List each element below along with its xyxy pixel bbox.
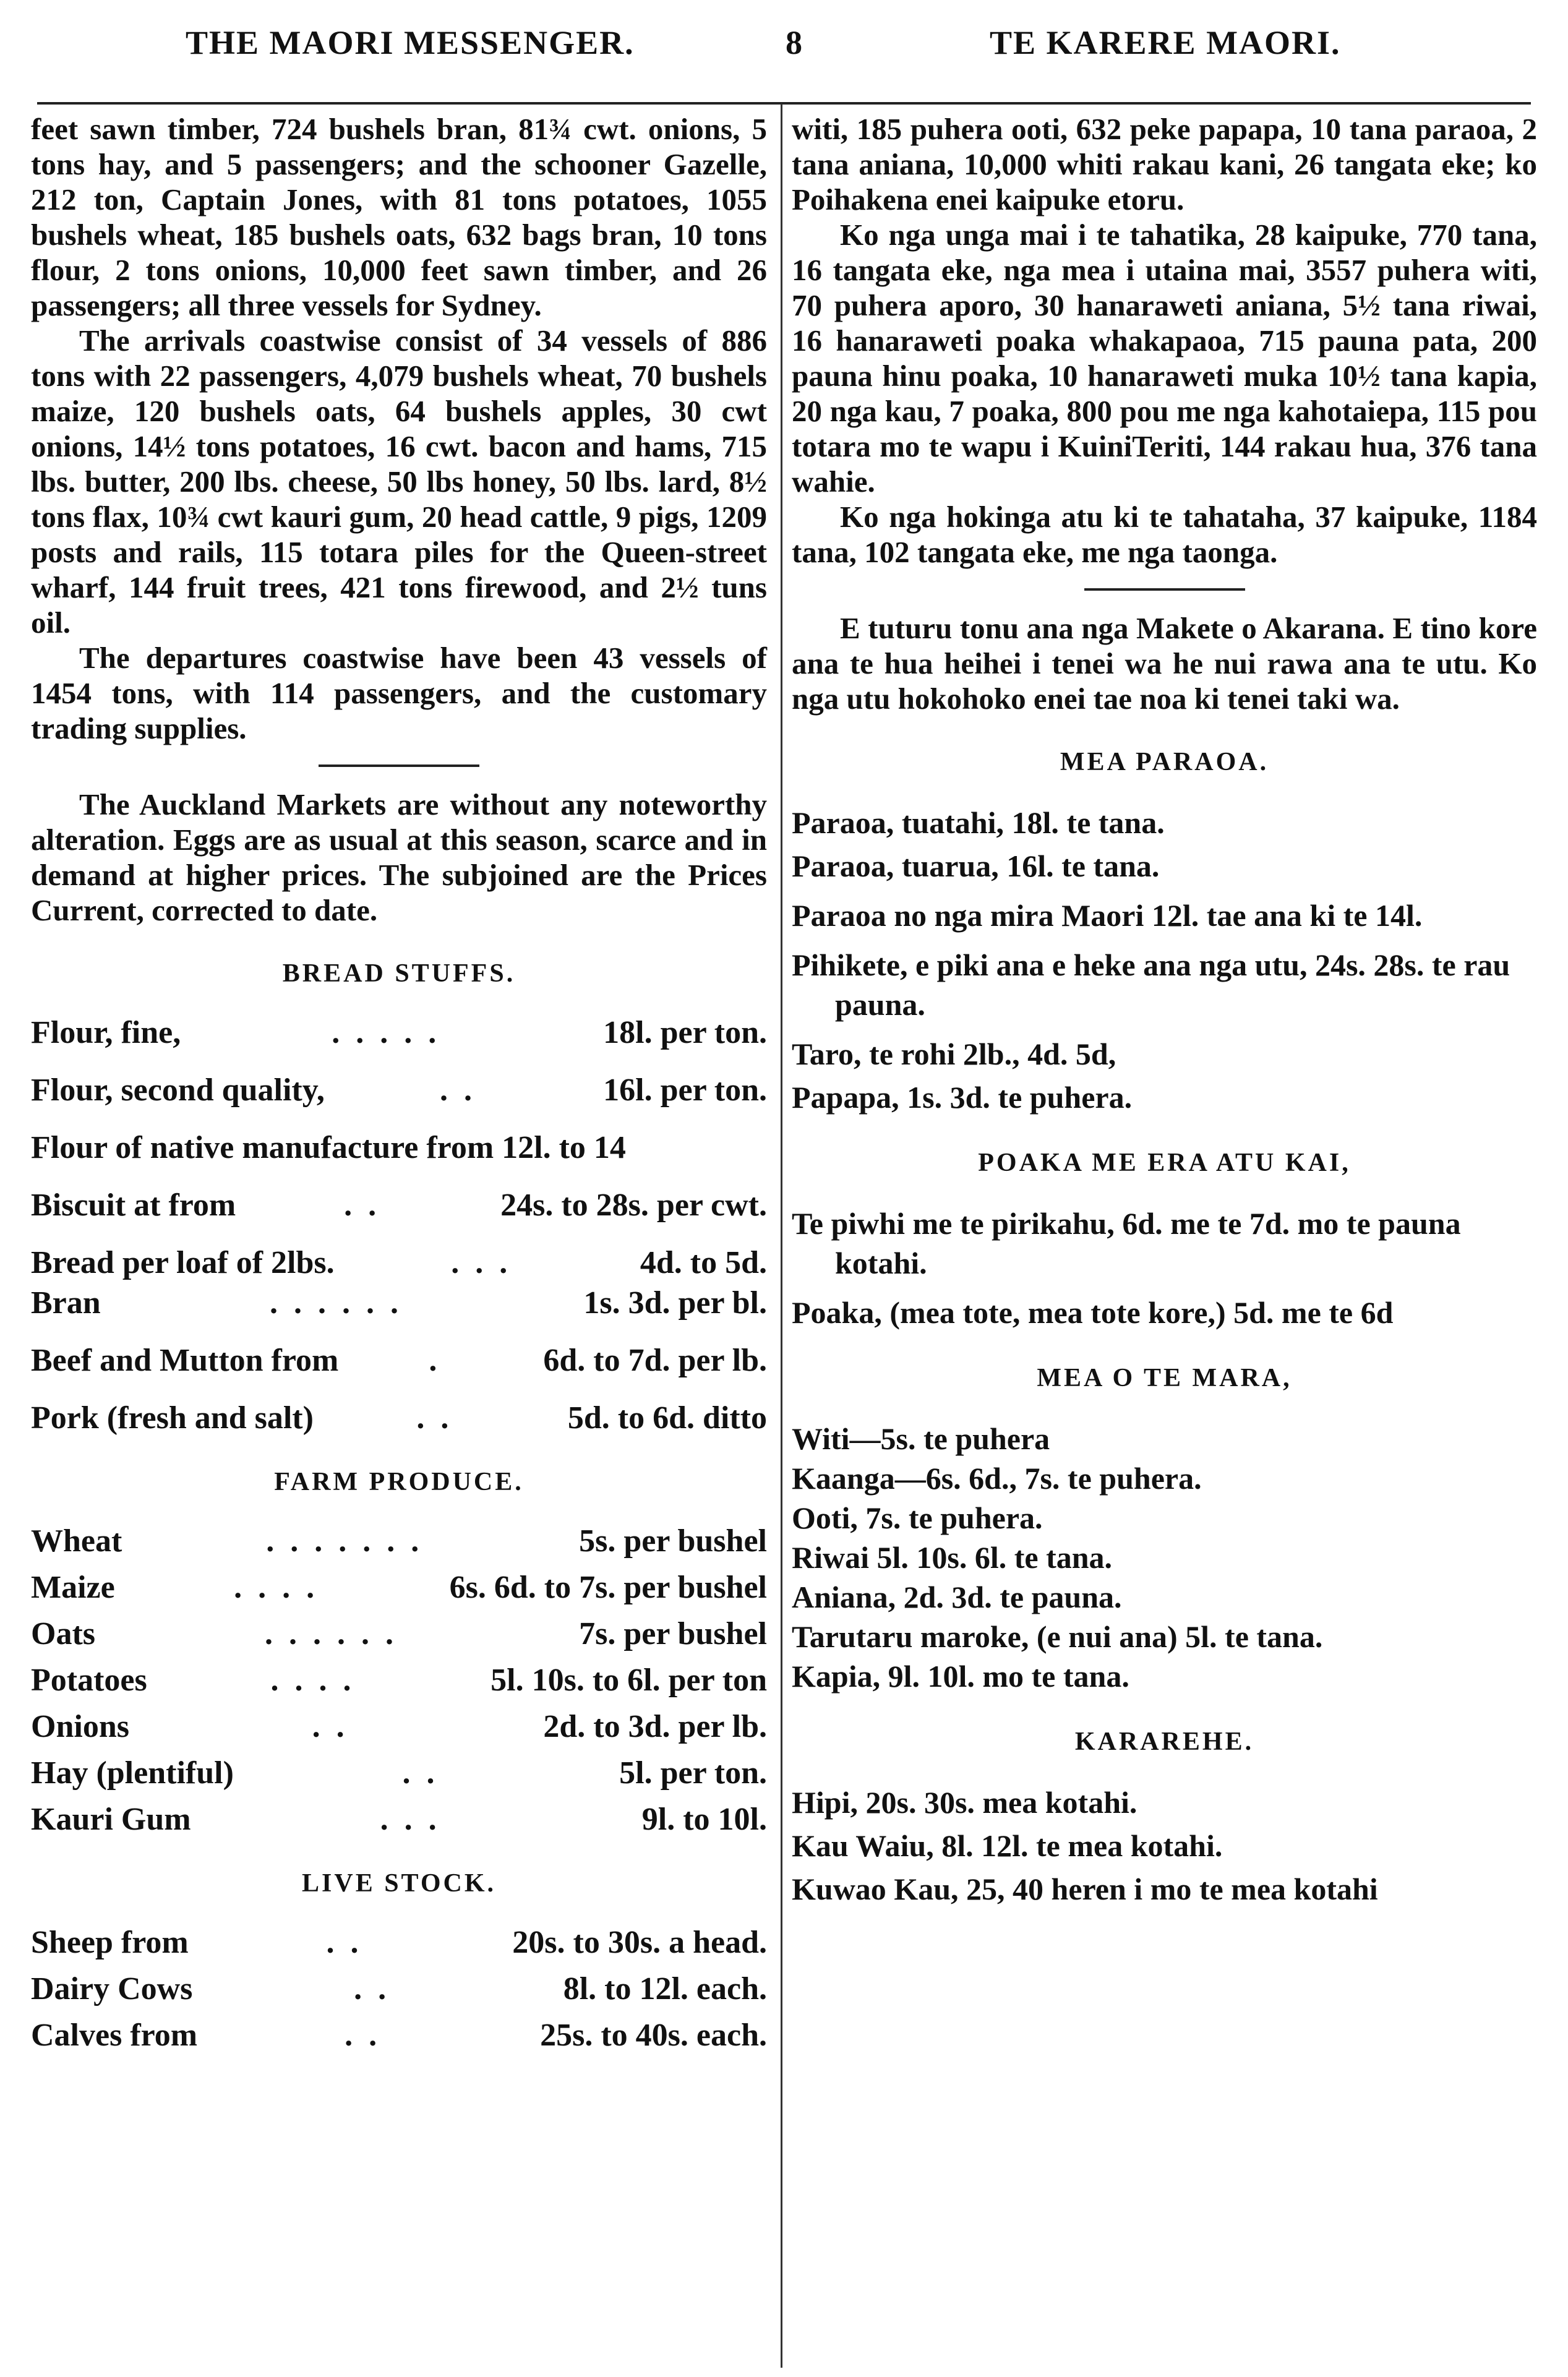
- poaka-list: [792, 1204, 1537, 1332]
- price-row: Dairy Cows .. 8l. to 12l. each.: [31, 1971, 767, 2007]
- price-row: Biscuit at from .. 24s. to 28s. per cwt.: [31, 1188, 767, 1223]
- list-item: Riwai 5l. 10s. 6l. te tana.: [792, 1540, 1113, 1575]
- list-item: Tarutaru maroke, (e nui ana) 5l. te tana.: [792, 1619, 1323, 1654]
- price-row: Hay (plentiful) .. 5l. per ton.: [31, 1755, 767, 1791]
- kaipuke-paragraph-1: witi, 185 puhera ooti, 632 peke papapa, 10 tana paraoa, 2 tana aniana, 10,000 whiti rakau kani, 26 tangata eke; ko Poihakena enei kaipuke etoru.: [792, 112, 1537, 216]
- english-column: [31, 111, 767, 2054]
- list-item: Taro, te rohi 2lb., 4d. 5d,: [792, 1037, 1116, 1071]
- price-row: Wheat ....... 5s. per bushel: [31, 1523, 767, 1559]
- price-row: Bran ...... 1s. 3d. per bl.: [31, 1285, 767, 1321]
- price-row: Beef and Mutton from . 6d. to 7d. per lb.: [31, 1343, 767, 1378]
- mea-o-te-mara-list: [792, 1419, 1537, 1696]
- mea-paraoa-list: [792, 803, 1537, 1117]
- arrivals-paragraph: The arrivals coastwise consist of 34 vessels of 886 tons with 22 passengers, 4,079 bushels wheat, 70 bushels maize, 120 bushels oats, 64 bushels apples, 30 cwt onions, 14½ tons potatoes, 16 cwt. bacon and hams, 715 lbs. butter, 200 lbs. cheese, 50 lbs honey, 50 lbs. lard, 8½ tons flax, 10¾ cwt kauri gum, 20 head cattle, 9 pigs, 1209 posts and rails, 115 totara piles for the Queen-street wharf, 144 fruit trees, 421 tons firewood, and 2½ tuns oil.: [31, 323, 767, 640]
- price-row: Oats ...... 7s. per bushel: [31, 1616, 767, 1651]
- price-row: Potatoes .... 5l. 10s. to 6l. per ton: [31, 1663, 767, 1698]
- shipping-paragraph-1: feet sawn timber, 724 bushels bran, 81¾ cwt. onions, 5 tons hay, and 5 passengers; and the schooner Gazelle, 212 ton, Captain Jones, with 81 tons potatoes, 1055 bushels wheat, 185 bushels oats, 632 bags bran, 10 tons flour, 2 tons onions, 10,000 feet sawn timber, and 26 passengers; all three vessels for Sydney.: [31, 112, 767, 322]
- section-rule: [319, 764, 479, 767]
- price-row: Onions .. 2d. to 3d. per lb.: [31, 1709, 767, 1744]
- page-number: 8: [786, 24, 803, 61]
- column-divider: [781, 104, 782, 2368]
- kararehe-heading: KARAREHE.: [1074, 1728, 1254, 1756]
- price-row: Sheep from .. 20s. to 30s. a head.: [31, 1925, 767, 1960]
- live-stock-list: [31, 1924, 767, 2054]
- list-item: Paraoa no nga mira Maori 12l. tae ana ki te 14l.: [792, 898, 1423, 933]
- list-item: Hipi, 20s. 30s. mea kotahi.: [792, 1785, 1137, 1820]
- list-item: Te piwhi me te pirikahu, 6d. me te 7d. mo te pauna kotahi.: [792, 1206, 1461, 1280]
- list-item: Pihikete, e piki ana e heke ana nga utu, 24s. 28s. te rau pauna.: [792, 948, 1510, 1022]
- list-item: Kuwao Kau, 25, 40 heren i mo te mea kotahi: [792, 1872, 1378, 1906]
- departures-paragraph: The departures coastwise have been 43 vessels of 1454 tons, with 114 passengers, and the customary trading supplies.: [31, 641, 767, 745]
- header-title-english: THE MAORI MESSENGER.: [186, 24, 635, 61]
- unga-mai-paragraph: Ko nga unga mai i te tahatika, 28 kaipuke, 770 tana, 16 tangata eke, nga mea i utaina mai, 3557 puhera witi, 70 puhera aporo, 30 hanaraweti aniana, 5½ tana riwai, 16 hanaraweti poaka whakapaoa, 715 pauna pata, 200 pauna hinu poaka, 10 hanaraweti muka 10½ tana kapia, 20 nga kau, 7 poaka, 800 pou me nga kahotaiepa, 115 pou totara mo te wapu i KuiniTeriti, 144 rakau hua, 376 tana wahie.: [792, 218, 1537, 499]
- price-row: Maize .... 6s. 6d. to 7s. per bushel: [31, 1570, 767, 1605]
- makete-paragraph: E tuturu tonu ana nga Makete o Akarana. E tino kore ana te hua heihei i tenei wa he nui rawa ana te utu. Ko nga utu hokohoko enei tae noa ki tenei taki wa.: [792, 611, 1537, 716]
- markets-paragraph: The Auckland Markets are without any noteworthy alteration. Eggs are as usual at this season, scarce and in demand at higher prices. The subjoined are the Prices Current, corrected to date.: [31, 787, 767, 927]
- poaka-heading: POAKA ME ERA ATU KAI,: [978, 1149, 1351, 1177]
- list-item: Aniana, 2d. 3d. te pauna.: [792, 1580, 1122, 1614]
- price-row: Flour, fine, ..... 18l. per ton.: [31, 1015, 767, 1050]
- list-item: Paraoa, tuatahi, 18l. te tana.: [792, 805, 1165, 840]
- price-row: Pork (fresh and salt) .. 5d. to 6d. ditto: [31, 1400, 767, 1436]
- list-item: Kapia, 9l. 10l. mo te tana.: [792, 1659, 1129, 1694]
- bread-stuffs-heading: BREAD STUFFS.: [282, 959, 516, 988]
- kararehe-list: [792, 1783, 1537, 1909]
- list-item: Witi—5s. te puhera: [792, 1421, 1050, 1456]
- farm-produce-list: [31, 1523, 767, 1838]
- list-item: Papapa, 1s. 3d. te puhera.: [792, 1080, 1133, 1115]
- price-row: Calves from .. 25s. to 40s. each.: [31, 2018, 767, 2053]
- mea-o-te-mara-heading: MEA O TE MARA,: [1037, 1364, 1292, 1392]
- mea-paraoa-heading: MEA PARAOA.: [1060, 748, 1269, 776]
- hokinga-paragraph: Ko nga hokinga atu ki te tahataha, 37 kaipuke, 1184 tana, 102 tangata eke, me nga taonga.: [792, 500, 1537, 569]
- farm-produce-heading: FARM PRODUCE.: [274, 1468, 524, 1496]
- price-row: Flour, second quality, .. 16l. per ton.: [31, 1073, 767, 1108]
- section-rule: [1084, 588, 1245, 591]
- header-rule: [37, 102, 1531, 105]
- price-row: Bread per loaf of 2lbs. ... 4d. to 5d.: [31, 1245, 767, 1280]
- list-item: Kau Waiu, 8l. 12l. te mea kotahi.: [792, 1828, 1223, 1863]
- live-stock-heading: LIVE STOCK.: [302, 1869, 496, 1898]
- header-title-maori: TE KARERE MAORI.: [990, 24, 1341, 61]
- price-row: Kauri Gum ... 9l. to 10l.: [31, 1802, 767, 1837]
- price-row: Flour of native manufacture from 12l. to 14: [31, 1130, 626, 1165]
- list-item: Poaka, (mea tote, mea tote kore,) 5d. me te 6d: [792, 1295, 1394, 1330]
- bread-stuffs-list: [31, 1014, 767, 1436]
- maori-column: [792, 111, 1537, 1909]
- list-item: Ooti, 7s. te puhera.: [792, 1501, 1043, 1535]
- list-item: Paraoa, tuarua, 16l. te tana.: [792, 849, 1160, 883]
- list-item: Kaanga—6s. 6d., 7s. te puhera.: [792, 1461, 1202, 1496]
